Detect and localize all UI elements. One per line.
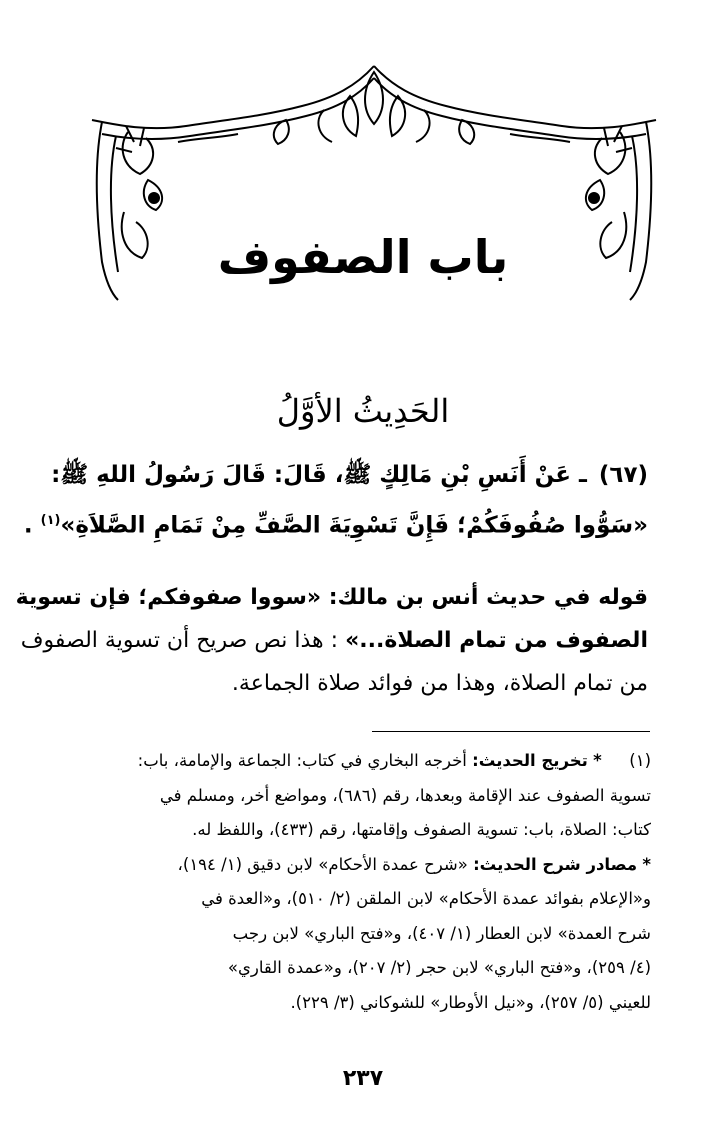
footnote-separator [372, 731, 650, 732]
hadith-line-1 [51, 452, 648, 498]
footnotes [75, 744, 651, 1020]
commentary-paragraph [15, 576, 648, 705]
masadir-label: مصادر شرح الحديث: [473, 854, 638, 874]
takhrij-text-3: كتاب: الصلاة، باب: تسوية الصفوف وإقامتها، رقم (٤٣٣)، واللفظ له. [192, 820, 651, 839]
page-number: ٢٣٧ [342, 1066, 384, 1091]
footnote-line-1 [75, 744, 651, 779]
chapter-title: باب الصفوف [217, 230, 509, 284]
hadith-text [23, 452, 648, 549]
hadith-matn: «سَوُّوا صُفُوفَكُمْ؛ فَإِنَّ تَسْوِيَةَ الصَّفِّ مِنْ تَمَامِ الصَّلاَةِ» [60, 512, 648, 539]
star-bullet: * [593, 751, 602, 770]
takhrij-label: تخريج الحديث: [472, 751, 588, 770]
hadith-heading: الحَدِيثُ الأوَّلُ [276, 392, 450, 430]
masadir-text-2: و«الإعلام بفوائد عمدة الأحكام» لابن الملقن (٢/ ٥١٠)، و«العدة في [201, 889, 651, 908]
takhrij-text-2: تسوية الصفوف عند الإقامة وبعدها، رقم (٦٨٦)، ومواضع أخر، ومسلم في [159, 785, 651, 805]
masadir-text-1: «شرح عمدة الأحكام» لابن دقيق (١/ ١٩٤)، [177, 854, 468, 874]
hadith-line-2 [23, 498, 648, 549]
takhrij-text-1: أخرجه البخاري في كتاب: الجماعة والإمامة، باب: [137, 751, 467, 770]
commentary-line-2 [20, 619, 648, 662]
masadir-text-4: (٤/ ٢٥٩)، و«فتح الباري» لابن حجر (٢/ ٢٠٧)، و«عمدة القاري» [227, 958, 651, 977]
footnote-number: (١) [629, 751, 651, 770]
commentary-line-3: من تمام الصلاة، وهذا من فوائد صلاة الجماعة. [231, 671, 648, 696]
masadir-text-5: للعيني (٥/ ٢٥٧)، و«نيل الأوطار» للشوكاني (٣/ ٢٢٩). [290, 992, 651, 1012]
commentary-line-1: قوله في حديث أنس بن مالك: «سووا صفوفكم؛ فإن تسوية [15, 585, 648, 610]
masadir-line-1 [75, 848, 651, 883]
commentary-statement: : هذا نص صريح أن تسوية الصفوف [20, 628, 339, 653]
masadir-text-3: شرح العمدة» لابن العطار (١/ ٤٠٧)، و«فتح الباري» لابن رجب [232, 923, 651, 943]
hadith-end: . [23, 512, 33, 539]
star-bullet: * [642, 854, 651, 874]
commentary-quote: الصفوف من تمام الصلاة...» [345, 628, 648, 653]
hadith-isnad: ـ عَنْ أَنَسِ بْنِ مَالِكٍ ﷺ، قَالَ: قَالَ رَسُولُ اللهِ ﷺ: [51, 462, 587, 488]
footnote-ref[interactable]: (١) [40, 513, 61, 528]
hadith-number: (٦٧) [598, 462, 648, 488]
